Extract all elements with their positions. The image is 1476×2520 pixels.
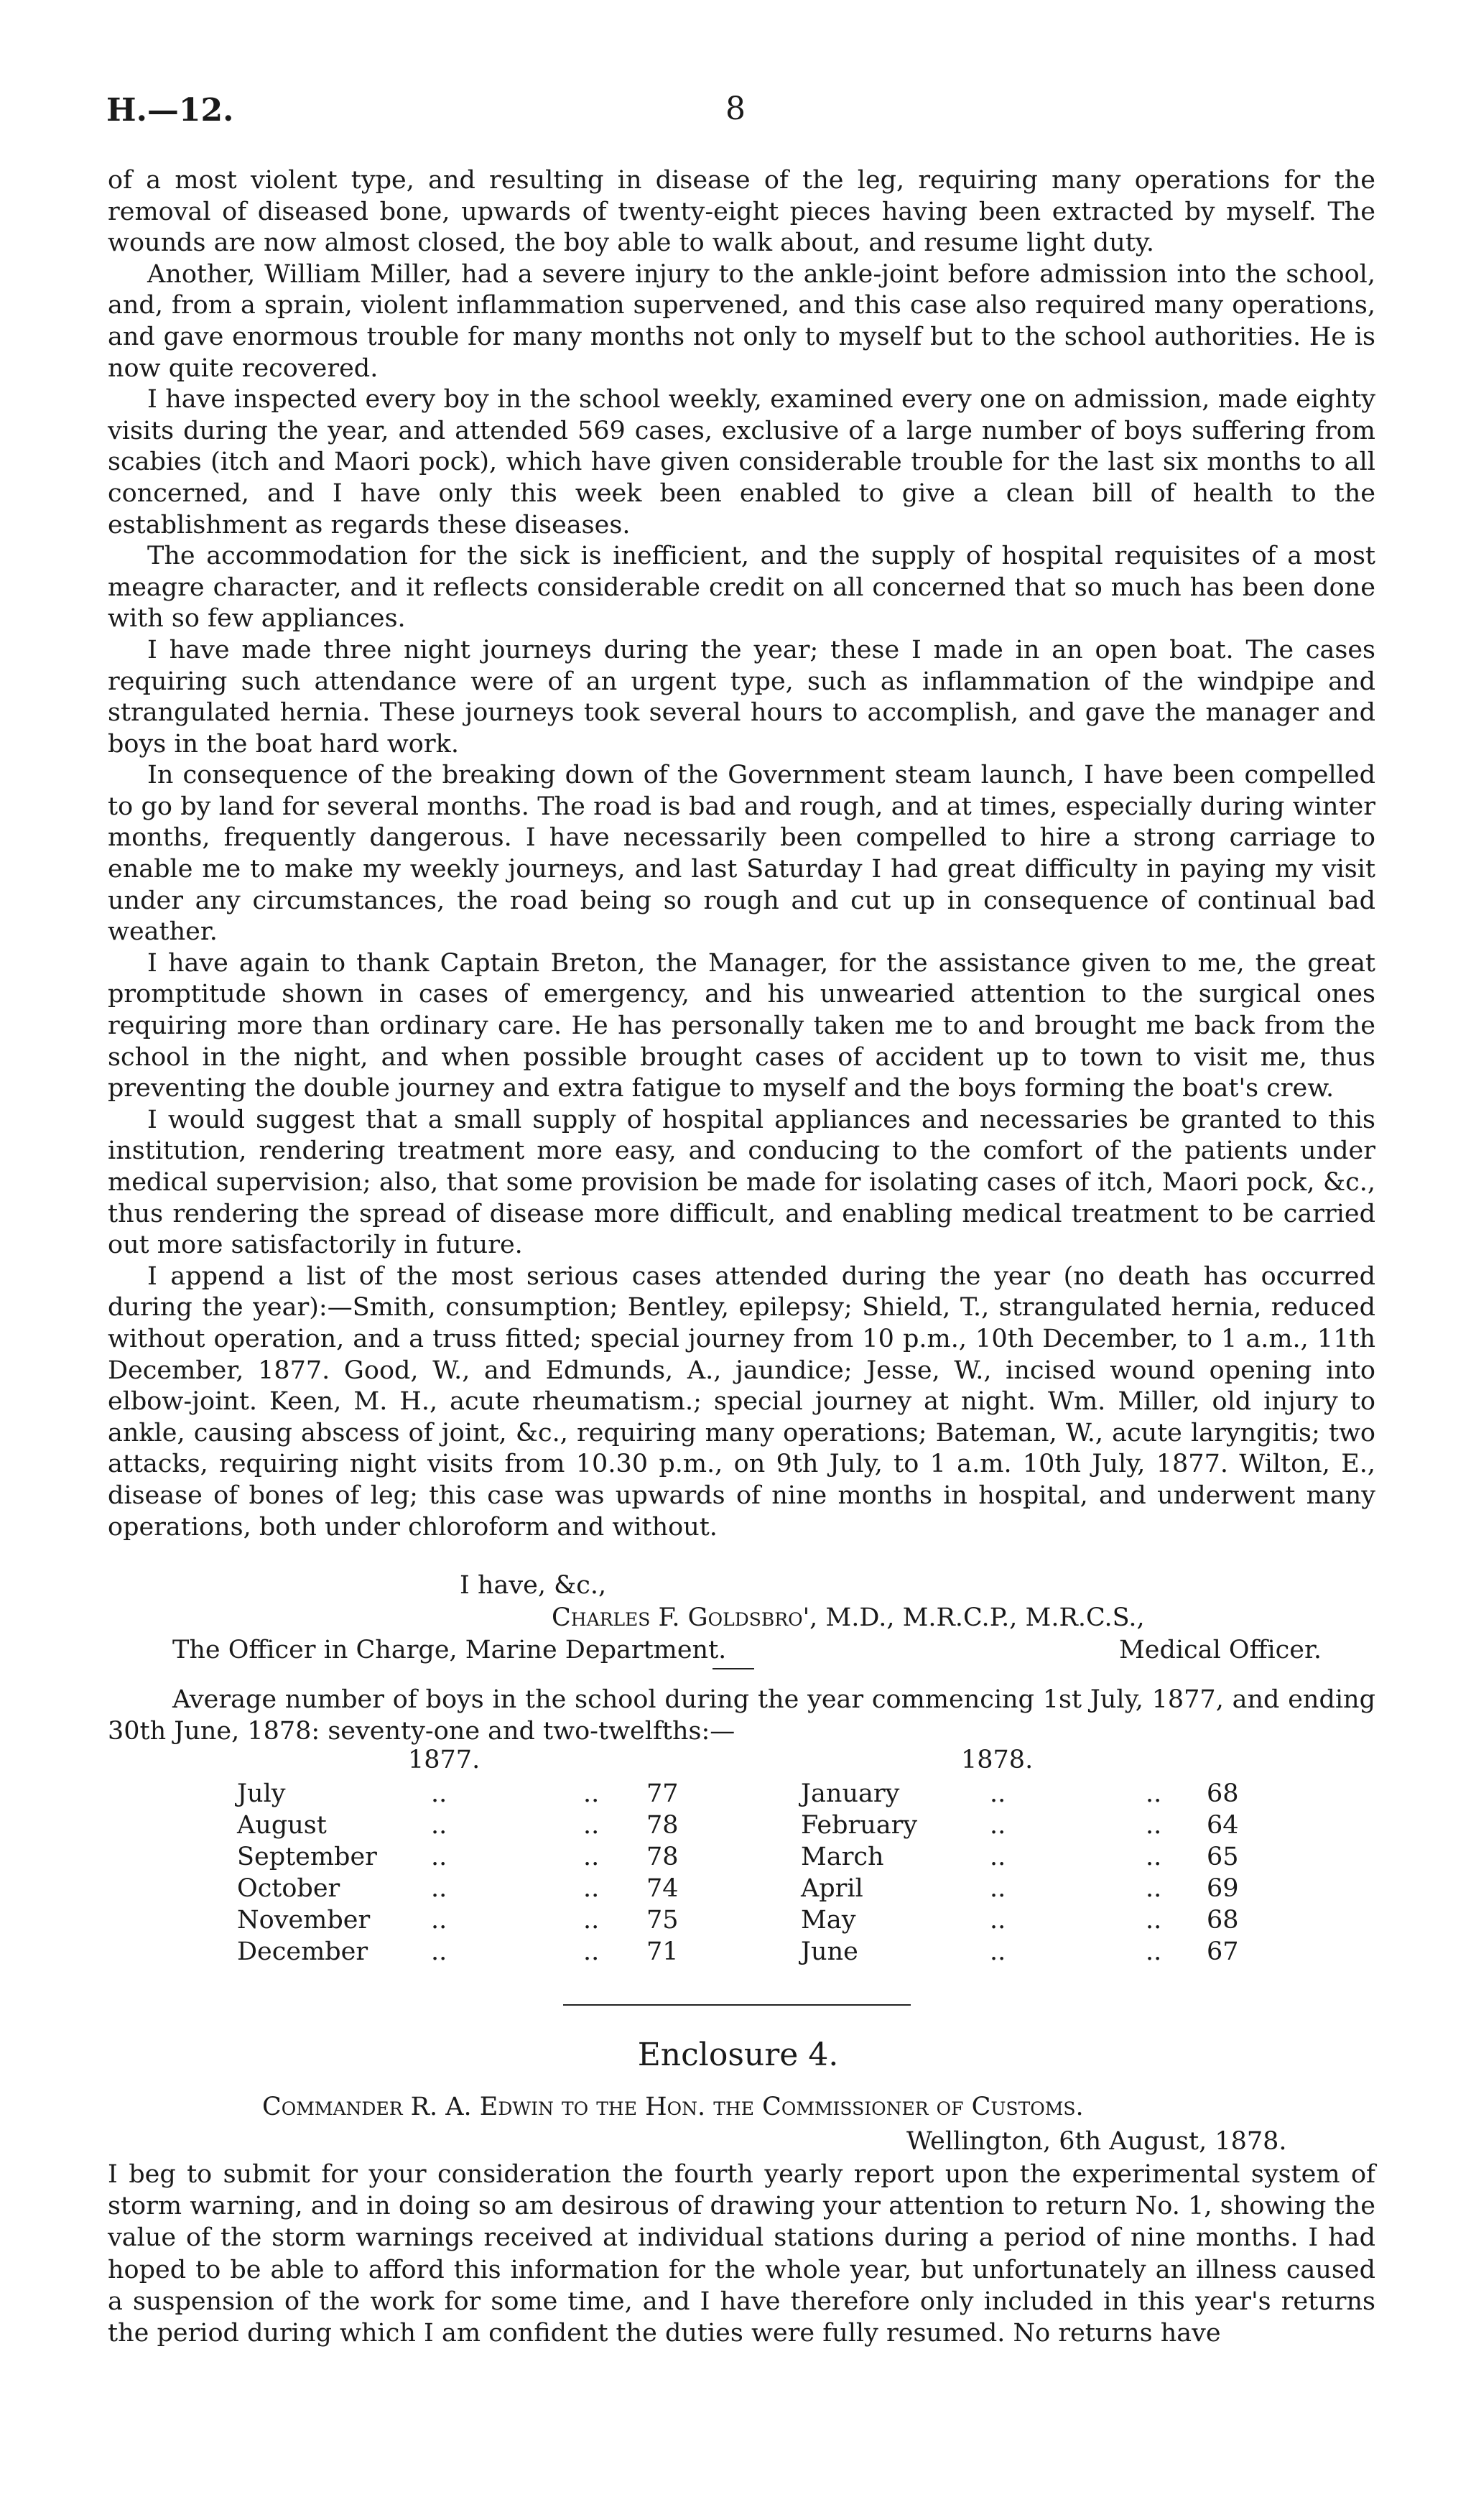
paragraph: I append a list of the most serious cases attended during the year (no death has occurred during the year):—Smith, consumption; Bentley, epilepsy; Shield, T., strangulated hernia, reduced without operation, and a truss fitted; special journey from 10 p.m., 10th December, to 1 a.m., 11th December, 1877. Good, W., and Edmunds, A., jaundice; Jesse, W., incised wound opening into elbow-joint. Keen, M. H., acute rheumatism.; special journey at night. Wm. Miller, old injury to ankle, causing abscess of joint, &c., requiring many operations; Bateman, W., acute laryngitis; two attacks, requiring night visits from 10.30 p.m., on 9th July, to 1 a.m. 10th July, 1877. Wilton, E., disease of bones of leg; this case was upwards of nine months in hospital, and underwent many operations, both under chloroform and without.: [108, 1261, 1375, 1542]
dots-leader: ..: [583, 1779, 600, 1808]
month-cell: October: [237, 1874, 340, 1903]
month-cell: July: [237, 1779, 286, 1808]
month-cell: March: [801, 1843, 884, 1871]
dots-leader: ..: [990, 1906, 1006, 1935]
dots-leader: ..: [1146, 1937, 1162, 1966]
addressee: The Officer in Charge, Marine Department.: [172, 1636, 727, 1664]
dots-leader: ..: [431, 1779, 447, 1808]
dots-leader: ..: [583, 1906, 600, 1935]
dots-leader: ..: [990, 1779, 1006, 1808]
paragraph: I would suggest that a small supply of hospital appliances and necessaries be granted to this institution, rendering treatment more easy, and conducing to the comfort of the patients under medical supervision; also, that some provision be made for isolating cases of itch, Maori pock, &c., thus rendering the spread of disease more difficult, and enabling medical treatment to be carried out more satisfactorily in future.: [108, 1105, 1375, 1260]
enclosure-letter: [108, 2159, 1375, 2349]
page-number: 8: [725, 91, 746, 127]
dots-leader: ..: [990, 1937, 1006, 1966]
paragraph: The accommodation for the sick is inefficient, and the supply of hospital requisites of a most meagre character, and it reflects considerable credit on all concerned that so much has been done with so few appliances.: [108, 542, 1375, 634]
value-cell: 69: [1207, 1874, 1239, 1903]
dots-leader: ..: [431, 1843, 447, 1871]
signature-footer: [172, 1634, 1322, 1666]
average-table: [0, 1778, 1476, 1968]
table-row: [0, 1873, 1476, 1904]
month-cell: April: [801, 1874, 863, 1903]
value-cell: 71: [646, 1937, 679, 1966]
dots-leader: ..: [990, 1811, 1006, 1840]
dots-leader: ..: [431, 1811, 447, 1840]
dots-leader: ..: [583, 1874, 600, 1903]
value-cell: 75: [646, 1906, 679, 1935]
month-cell: June: [801, 1937, 858, 1966]
dots-leader: ..: [431, 1906, 447, 1935]
dots-leader: ..: [1146, 1779, 1162, 1808]
table-row: [0, 1810, 1476, 1841]
paragraph: I have again to thank Captain Breton, the Manager, for the assistance given to me, the great promptitude shown in cases of emergency, and his unwearied attention to the surgical ones requiring more than ordinary care. He has personally taken me to and brought me back from the school in the night, and when possible brought cases of accident up to town to visit me, thus preventing the double journey and extra fatigue to myself and the boys forming the boat's crew.: [108, 948, 1375, 1103]
table-row: [0, 1841, 1476, 1873]
paragraph: In consequence of the breaking down of the Government steam launch, I have been compelled to go by land for several months. The road is bad and rough, and at times, especially during winter months, frequently dangerous. I have necessarily been compelled to hire a strong carriage to enable me to make my weekly journeys, and last Saturday I had great difficulty in paying my visit under any circumstances, the road being so rough and cut up in consequence of continual bad weather.: [108, 761, 1375, 947]
dots-leader: ..: [431, 1874, 447, 1903]
average-text: Average number of boys in the school during the year commencing 1st July, 1877, and ending 30th June, 1878: seventy-one and two-twelfths:—: [108, 1685, 1375, 1746]
table-row: [0, 1936, 1476, 1968]
value-cell: 78: [646, 1843, 679, 1871]
value-cell: 68: [1207, 1906, 1239, 1935]
value-cell: 68: [1207, 1779, 1239, 1808]
paragraph: of a most violent type, and resulting in disease of the leg, requiring many operations for the removal of diseased bone, upwards of twenty-eight pieces having been extracted by myself. The wounds are now almost closed, the boy able to walk about, and resume light duty.: [108, 166, 1375, 258]
value-cell: 67: [1207, 1937, 1239, 1966]
letter-paragraph: I beg to submit for your consideration the fourth yearly report upon the experimental system of storm warning, and in doing so am desirous of drawing your attention to return No. 1, showing the value of the storm warnings received at individual stations during a period of nine months. I had hoped to be able to afford this information for the whole year, but unfortunately an illness caused a suspension of the work for some time, and I have therefore only included in this year's returns the period during which I am confident the duties were fully resumed. No returns have: [108, 2160, 1375, 2348]
value-cell: 78: [646, 1811, 679, 1840]
dots-leader: ..: [1146, 1843, 1162, 1871]
paragraph: I have inspected every boy in the school weekly, examined every one on admission, made eighty visits during the year, and attended 569 cases, exclusive of a large number of boys suffering from scabies (itch and Maori pock), which have given considerable trouble for the last six months to all concerned, and I have only this week been enabled to give a clean bill of health to the establishment as regards these diseases.: [108, 385, 1375, 539]
dots-leader: ..: [431, 1937, 447, 1966]
month-cell: September: [237, 1843, 377, 1871]
dots-leader: ..: [1146, 1811, 1162, 1840]
month-cell: February: [801, 1811, 918, 1840]
average-statement: [108, 1685, 1375, 1747]
dots-leader: ..: [583, 1811, 600, 1840]
value-cell: 77: [646, 1779, 679, 1808]
value-cell: 64: [1207, 1811, 1239, 1840]
table-row: [0, 1904, 1476, 1936]
signature-name: Charles F. Goldsbro', M.D., M.R.C.P., M.R.C.S.,: [552, 1603, 1145, 1632]
report-body: [108, 165, 1375, 1543]
dateline: Wellington, 6th August, 1878.: [906, 2127, 1287, 2156]
dots-leader: ..: [1146, 1906, 1162, 1935]
month-cell: May: [801, 1906, 856, 1935]
dots-leader: ..: [990, 1874, 1006, 1903]
month-cell: August: [237, 1811, 327, 1840]
paragraph: I have made three night journeys during the year; these I made in an open boat. The cases requiring such attendance were of an urgent type, such as inflammation of the windpipe and strangulated hernia. These journeys took several hours to accomplish, and gave the manager and boys in the boat hard work.: [108, 635, 1375, 759]
enclosure-title: Enclosure 4.: [637, 2037, 839, 2073]
value-cell: 74: [646, 1874, 679, 1903]
page-reference: H.—12.: [106, 92, 234, 129]
enclosure-heading: Commander R. A. Edwin to the Hon. the Commissioner of Customs.: [262, 2093, 1084, 2121]
paragraph: Another, William Miller, had a severe injury to the ankle-joint before admission into the school, and, from a sprain, violent inflammation supervened, and this case also required many operations, and gave enormous trouble for many months not only to myself but to the school authorities. He is now quite recovered.: [108, 259, 1375, 383]
month-cell: December: [237, 1937, 368, 1966]
month-cell: November: [237, 1906, 371, 1935]
dots-leader: ..: [583, 1937, 600, 1966]
year-label-right: 1878.: [961, 1746, 1034, 1774]
dots-leader: ..: [990, 1843, 1006, 1871]
section-divider: [563, 2004, 911, 2006]
year-label-left: 1877.: [408, 1746, 481, 1774]
table-row: [0, 1778, 1476, 1810]
dots-leader: ..: [583, 1843, 600, 1871]
dots-leader: ..: [1146, 1874, 1162, 1903]
officer-title: Medical Officer.: [1118, 1636, 1322, 1664]
section-divider: [713, 1668, 754, 1669]
value-cell: 65: [1207, 1843, 1239, 1871]
month-cell: January: [801, 1779, 900, 1808]
signature-closing: I have, &c.,: [460, 1571, 607, 1600]
